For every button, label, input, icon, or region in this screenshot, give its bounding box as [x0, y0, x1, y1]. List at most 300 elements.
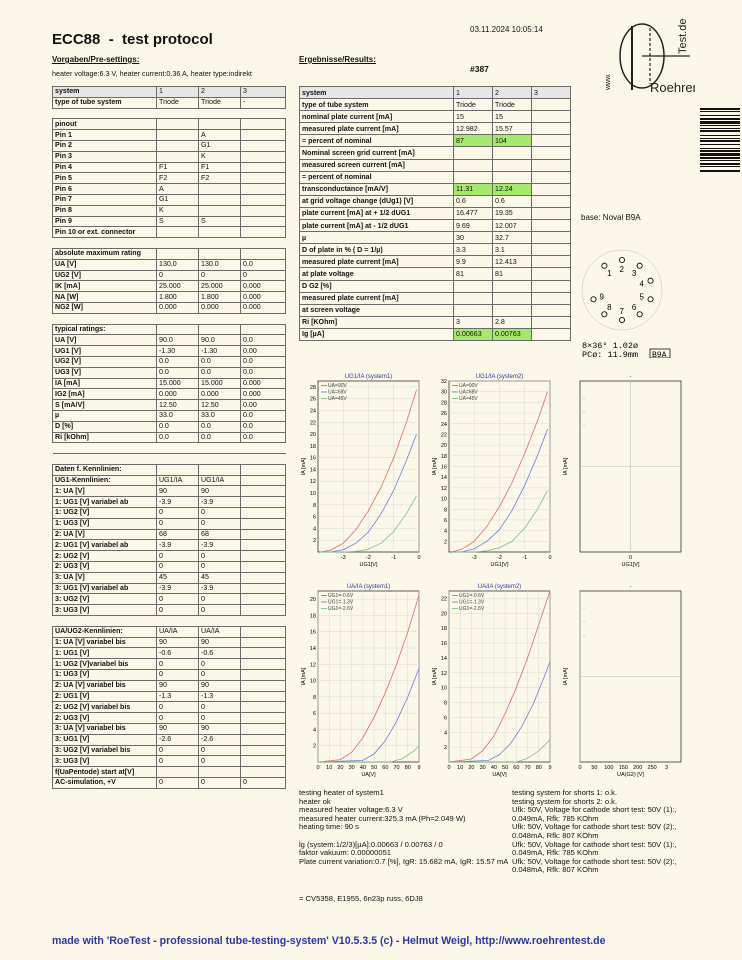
- cell-value: [241, 562, 286, 573]
- cell-value: [493, 159, 532, 171]
- pin-hole: [637, 312, 642, 317]
- table-row: [53, 389, 286, 400]
- row-label: typical ratings:: [53, 324, 157, 335]
- cell-value: 0.0: [157, 432, 199, 443]
- cell-value: [241, 216, 286, 227]
- cell-value: 0: [199, 605, 241, 616]
- cell-value: [532, 159, 571, 171]
- row-label: transconductance [mA/V]: [300, 183, 454, 195]
- table-row: [300, 183, 571, 195]
- table-row: [53, 194, 286, 205]
- cell-value: UG1/IA: [157, 475, 199, 486]
- cell-value: F1: [157, 162, 199, 173]
- cell-value: 32.7: [493, 232, 532, 244]
- pinout-diagram: [578, 248, 672, 358]
- table-row: [53, 87, 286, 98]
- cell-value: S: [199, 216, 241, 227]
- row-label: 2: UA [V] variabel bis: [53, 680, 157, 691]
- x-tick-label: -3: [340, 555, 346, 561]
- presets-text: heater voltage:6.3 V, heater current:0.36 A, heater type:indirekt: [52, 69, 252, 78]
- cell-value: 1.800: [157, 292, 199, 303]
- cell-value: 45: [199, 572, 241, 583]
- cell-value: 2: [493, 87, 532, 99]
- table-row: [53, 205, 286, 216]
- row-label: = percent of nominal: [300, 135, 454, 147]
- pin-hole: [619, 257, 624, 262]
- cell-value: 15: [493, 111, 532, 123]
- table-row: [53, 724, 286, 735]
- pin-number: 8: [607, 302, 612, 312]
- cell-value: 0.0: [199, 356, 241, 367]
- x-tick-label: 70: [524, 765, 531, 771]
- cell-value: 0.00: [241, 400, 286, 411]
- cell-value: [199, 616, 241, 627]
- row-label: Pin 8: [53, 205, 157, 216]
- cell-value: [199, 443, 241, 454]
- cell-value: 3.1: [493, 244, 532, 256]
- row-label: UA/UG2-Kennlinien:: [53, 626, 157, 637]
- x-tick-label: 0: [316, 765, 320, 771]
- x-tick-label: 0: [417, 555, 421, 561]
- cell-value: 0.0: [199, 432, 241, 443]
- row-label: S [mA/V]: [53, 400, 157, 411]
- cell-value: [241, 540, 286, 551]
- row-label: D [%]: [53, 421, 157, 432]
- results-table: [299, 86, 571, 341]
- row-label: absolute maximum rating: [53, 248, 157, 259]
- chart-ug1-ia-system3: [561, 368, 686, 579]
- cell-value: [532, 147, 571, 159]
- row-label: Ig [µA]: [300, 328, 454, 340]
- cell-value: -2.6: [157, 734, 199, 745]
- pin-hole: [602, 263, 607, 268]
- table-row: [53, 680, 286, 691]
- row-label: type of tube system: [300, 99, 454, 111]
- table-row: [53, 216, 286, 227]
- note-line: 0.048mA, Rfk: 807 KOhm: [512, 865, 599, 875]
- row-label: [53, 238, 157, 249]
- chart-title: -: [629, 374, 632, 380]
- table-row: [53, 648, 286, 659]
- y-tick-label: 6: [443, 517, 447, 524]
- y-tick-label: 4: [312, 526, 316, 533]
- table-row: [53, 745, 286, 756]
- cell-value: 0: [199, 270, 241, 281]
- cell-value: 0.000: [199, 389, 241, 400]
- cell-value: 0.00663: [454, 328, 493, 340]
- cell-value: 0: [157, 778, 199, 789]
- row-label: Ri [KOhm]: [300, 316, 454, 328]
- row-label: UG2 [V]: [53, 270, 157, 281]
- table-row: [53, 594, 286, 605]
- cell-value: 0.000: [157, 389, 199, 400]
- base-spec-2: PCø: 11.9mm: [582, 350, 639, 358]
- table-row: [53, 475, 286, 486]
- svg-text:Roehren: Roehren: [650, 80, 695, 95]
- cell-value: [532, 256, 571, 268]
- table-row: [53, 173, 286, 184]
- cell-value: [454, 147, 493, 159]
- cell-value: [241, 248, 286, 259]
- table-row: [53, 302, 286, 313]
- cell-value: [241, 194, 286, 205]
- y-tick-label: 24: [309, 408, 316, 415]
- legend-label: UG1=-0.6V: [459, 593, 485, 599]
- cell-value: 0.0: [157, 356, 199, 367]
- table-row: [53, 518, 286, 529]
- cell-value: [241, 734, 286, 745]
- cell-value: [241, 464, 286, 475]
- cell-value: 0.6: [493, 195, 532, 207]
- row-label: plate current [mA] at - 1/2 dUG1: [300, 220, 454, 232]
- cell-value: -1.30: [157, 346, 199, 357]
- cell-value: [241, 756, 286, 767]
- y-axis-label: IA [mA]: [301, 667, 307, 686]
- cell-value: [241, 616, 286, 627]
- pin-hole: [648, 278, 653, 283]
- legend-label: UG1=-2.6V: [328, 606, 354, 612]
- row-label: [53, 108, 157, 119]
- footer-credit: made with 'RoeTest - professional tube-testing-system' V10.5.3.5 (c) - Helmut Weigl, http://www.roehrentest.de: [52, 935, 606, 947]
- cell-value: 0.0: [199, 421, 241, 432]
- x-tick-label: 0: [578, 765, 582, 771]
- table-row: [53, 605, 286, 616]
- cell-value: -0.6: [199, 648, 241, 659]
- y-tick-label: 12: [440, 485, 447, 492]
- cell-value: 0.000: [241, 281, 286, 292]
- cell-value: [157, 464, 199, 475]
- y-tick-label: 20: [309, 597, 316, 604]
- cell-value: [532, 232, 571, 244]
- table-row: [300, 111, 571, 123]
- table-row: [53, 248, 286, 259]
- y-tick-label: 2: [312, 538, 316, 545]
- cell-value: 15.57: [493, 123, 532, 135]
- chart-ua-ia-system2: [430, 578, 555, 789]
- chart-title: UA/IA (system2): [477, 584, 522, 590]
- y-tick-label: 26: [309, 396, 316, 403]
- cell-value: 0: [157, 702, 199, 713]
- cell-value: S: [157, 216, 199, 227]
- y-tick-label: 10: [440, 496, 447, 503]
- cell-value: [493, 171, 532, 183]
- cell-value: 0: [199, 778, 241, 789]
- x-tick-label: 20: [337, 765, 344, 771]
- row-label: 3: UG1 [V] variabel ab: [53, 583, 157, 594]
- cell-value: 0: [199, 594, 241, 605]
- table-row: [53, 734, 286, 745]
- x-axis-label: UA(G2) [V]: [617, 772, 644, 778]
- pin-number: 5: [639, 292, 644, 302]
- cell-value: [241, 572, 286, 583]
- row-label: [53, 443, 157, 454]
- table-row: [300, 87, 571, 99]
- y-tick-label: 4: [443, 730, 447, 737]
- cell-value: 0.0: [241, 367, 286, 378]
- cell-value: 0.0: [241, 432, 286, 443]
- results-heading: Ergebnisse/Results:: [299, 55, 376, 64]
- table-row: [53, 713, 286, 724]
- page-title: ECC88 - test protocol: [52, 31, 213, 48]
- cell-value: 0.000: [157, 302, 199, 313]
- cell-value: 0: [199, 551, 241, 562]
- cell-value: [493, 280, 532, 292]
- table-row: [53, 659, 286, 670]
- y-tick-label: 14: [309, 646, 316, 652]
- table-row: [53, 346, 286, 357]
- note-line: 0.048mA, Rfk: 807 KOhm: [512, 830, 599, 840]
- row-label: 1: UG2 [V]variabel bis: [53, 659, 157, 670]
- cell-value: 0: [157, 605, 199, 616]
- y-tick-label: 32: [440, 379, 447, 385]
- row-label: Pin 2: [53, 140, 157, 151]
- row-label: system: [300, 87, 454, 99]
- cell-value: -: [241, 97, 286, 108]
- row-label: UG1-Kennlinien:: [53, 475, 157, 486]
- cell-value: 15.000: [157, 378, 199, 389]
- row-label: at screen voltage: [300, 304, 454, 316]
- note-line: 0.049mA, Rfk: 785 KOhm: [512, 848, 599, 858]
- cell-value: [157, 227, 199, 238]
- cell-value: 25.000: [199, 281, 241, 292]
- note-line: heating time: 90 s: [299, 822, 359, 832]
- row-label: f(UaPentode) start at[V]: [53, 767, 157, 778]
- cell-value: [532, 244, 571, 256]
- table-row: [300, 147, 571, 159]
- row-label: UG2 [V]: [53, 356, 157, 367]
- cell-value: 0: [199, 756, 241, 767]
- cell-value: 2: [199, 87, 241, 98]
- y-tick-label: 18: [440, 453, 447, 460]
- row-label: 2: UG2 [V] variabel bis: [53, 702, 157, 713]
- cell-value: -1.3: [199, 691, 241, 702]
- table-row: [53, 151, 286, 162]
- table-row: [53, 432, 286, 443]
- x-tick-label: 30: [479, 765, 486, 771]
- cell-value: 2.8: [493, 316, 532, 328]
- cell-value: [454, 304, 493, 316]
- x-tick-label: -1: [391, 555, 397, 561]
- y-tick-label: 20: [440, 611, 447, 618]
- table-row: [53, 238, 286, 249]
- cell-value: [199, 248, 241, 259]
- cell-value: 104: [493, 135, 532, 147]
- cell-value: 16.477: [454, 207, 493, 219]
- row-label: pinout: [53, 119, 157, 130]
- cell-value: F1: [199, 162, 241, 173]
- x-tick-label: 80: [535, 765, 542, 771]
- y-tick-label: 18: [440, 626, 447, 633]
- cell-value: [157, 151, 199, 162]
- table-row: [300, 244, 571, 256]
- row-label: µ: [300, 232, 454, 244]
- notes-left: [299, 789, 508, 866]
- cell-value: [199, 119, 241, 130]
- row-label: NA [W]: [53, 292, 157, 303]
- y-tick-label: 16: [309, 455, 316, 462]
- cell-value: 3: [454, 316, 493, 328]
- table-row: [53, 400, 286, 411]
- cell-value: UA/IA: [199, 626, 241, 637]
- x-tick-label: 60: [513, 765, 520, 771]
- table-row: [53, 140, 286, 151]
- cell-value: 0: [199, 562, 241, 573]
- y-tick-label: 10: [309, 678, 316, 685]
- y-tick-label: 16: [440, 464, 447, 471]
- cell-value: 3.3: [454, 244, 493, 256]
- legend-label: UG1=-1.3V: [328, 599, 354, 606]
- table-row: [53, 184, 286, 195]
- table-row: [53, 281, 286, 292]
- table-row: [300, 220, 571, 232]
- cell-value: -3.9: [157, 497, 199, 508]
- table-row: [53, 324, 286, 335]
- cell-value: 25.000: [157, 281, 199, 292]
- table-row: [53, 108, 286, 119]
- cell-value: [241, 724, 286, 735]
- cell-value: [241, 626, 286, 637]
- row-label: [53, 616, 157, 627]
- table-row: [53, 670, 286, 681]
- table-row: [300, 292, 571, 304]
- x-tick-label: 40: [359, 765, 366, 771]
- row-label: 1: UG1 [V] variabel ab: [53, 497, 157, 508]
- y-tick-label: 6: [312, 711, 316, 718]
- y-tick-label: 4: [443, 528, 447, 535]
- cell-value: 0.000: [241, 378, 286, 389]
- cell-value: [157, 119, 199, 130]
- cell-value: [199, 205, 241, 216]
- y-tick-label: 16: [309, 629, 316, 636]
- cell-value: [532, 292, 571, 304]
- cell-value: 0: [199, 713, 241, 724]
- legend-label: UG1=-0.6V: [328, 593, 354, 599]
- presets-heading: Vorgaben/Pre-settings:: [52, 55, 140, 64]
- cell-value: 0.0: [241, 421, 286, 432]
- legend-label: UA=45V: [328, 396, 347, 402]
- cell-value: 0.6: [454, 195, 493, 207]
- cell-value: [199, 238, 241, 249]
- cell-value: 0: [199, 518, 241, 529]
- x-tick-label: 0: [447, 765, 451, 771]
- cell-value: 15.000: [199, 378, 241, 389]
- row-label: 2: UG3 [V]: [53, 562, 157, 573]
- cell-value: [241, 594, 286, 605]
- table-row: [53, 130, 286, 141]
- cell-value: [241, 637, 286, 648]
- chart-ug1-ia-system2: [430, 368, 555, 579]
- cell-value: 12.50: [199, 400, 241, 411]
- cell-value: 0.00763: [493, 328, 532, 340]
- row-label: Pin 6: [53, 184, 157, 195]
- legend-label: UA=90V: [459, 383, 478, 389]
- cell-value: 15: [454, 111, 493, 123]
- x-tick-label: 30: [348, 765, 355, 771]
- row-label: D G2 [%]: [300, 280, 454, 292]
- cell-value: [157, 108, 199, 119]
- row-label: 3: UG2 [V]: [53, 594, 157, 605]
- cell-value: [199, 464, 241, 475]
- x-tick-label: 70: [393, 765, 400, 771]
- note-line: heater ok: [299, 796, 331, 806]
- row-label: [53, 313, 157, 324]
- x-tick-label: 100: [604, 765, 614, 771]
- cell-value: 3: [241, 87, 286, 98]
- row-label: D of plate in % ( D = 1/µ): [300, 244, 454, 256]
- chart-ua-ia-system1: [299, 578, 424, 789]
- cell-value: [157, 238, 199, 249]
- x-tick-label: 50: [591, 765, 598, 771]
- table-row: [53, 497, 286, 508]
- cell-value: 0: [157, 594, 199, 605]
- row-label: Ri [kOhm]: [53, 432, 157, 443]
- x-tick-label: 10: [326, 765, 333, 771]
- x-tick-label: 60: [382, 765, 389, 771]
- table-row: [53, 464, 286, 475]
- cell-value: [157, 616, 199, 627]
- cell-value: [532, 316, 571, 328]
- row-label: AC-simulation, +V: [53, 778, 157, 789]
- cell-value: 90: [157, 724, 199, 735]
- x-tick-label: 10: [457, 765, 464, 771]
- y-tick-label: 22: [440, 432, 447, 439]
- x-tick-label: 0: [628, 555, 633, 561]
- cell-value: [241, 313, 286, 324]
- cell-value: [241, 454, 286, 465]
- cell-value: [532, 183, 571, 195]
- table-row: [53, 227, 286, 238]
- note-line: testing system for shorts 1: o.k.: [512, 788, 618, 797]
- cell-value: [241, 767, 286, 778]
- cell-value: 0: [157, 551, 199, 562]
- row-label: NG2 [W]: [53, 302, 157, 313]
- cell-value: [157, 248, 199, 259]
- cell-value: [241, 475, 286, 486]
- y-axis-label: IA [mA]: [432, 667, 438, 686]
- cell-value: [241, 151, 286, 162]
- cell-value: 90: [157, 680, 199, 691]
- cell-value: 45: [157, 572, 199, 583]
- pin-number: 4: [639, 279, 644, 289]
- table-row: [300, 304, 571, 316]
- cell-value: [241, 130, 286, 141]
- cell-value: 11.31: [454, 183, 493, 195]
- cell-value: [454, 171, 493, 183]
- cell-value: [532, 135, 571, 147]
- table-row: [53, 443, 286, 454]
- row-label: 2: UG3 [V]: [53, 713, 157, 724]
- cell-value: [532, 123, 571, 135]
- cell-value: UA/IA: [157, 626, 199, 637]
- test-datetime: 03.11.2024 10:05:14: [470, 25, 543, 34]
- pin-number: 3: [631, 269, 637, 279]
- table-row: [53, 637, 286, 648]
- table-row: [53, 421, 286, 432]
- row-label: Daten f. Kennlinien:: [53, 464, 157, 475]
- y-tick-label: 6: [443, 715, 447, 722]
- row-label: [53, 454, 157, 465]
- cell-value: UG1/IA: [199, 475, 241, 486]
- y-tick-label: 12: [309, 479, 316, 486]
- cell-value: [532, 328, 571, 340]
- note-line: testing system for shorts 2: o.k.: [512, 796, 618, 806]
- cell-value: [241, 659, 286, 670]
- cell-value: 1: [157, 87, 199, 98]
- y-tick-label: 20: [440, 443, 447, 450]
- row-label: 1: UG2 [V]: [53, 508, 157, 519]
- y-tick-label: 2: [443, 745, 447, 752]
- cell-value: 90.0: [157, 335, 199, 346]
